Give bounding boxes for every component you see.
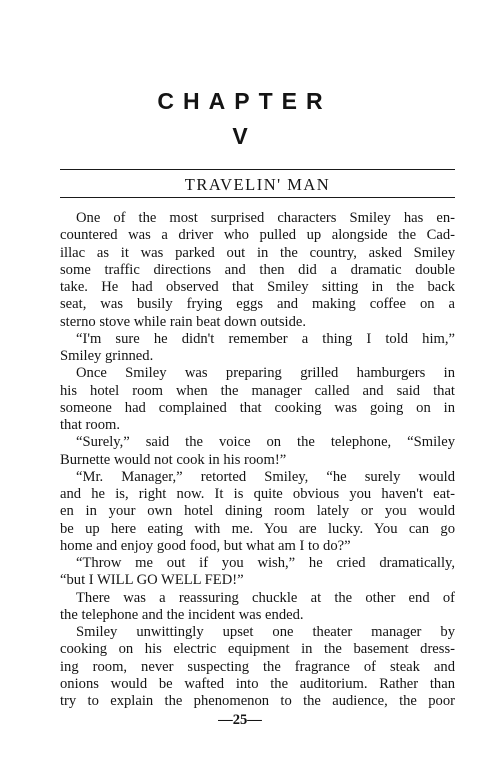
text-line: and he is, right now. It is quite obvious you haven't eat- bbox=[60, 486, 455, 502]
text-line: “I'm sure he didn't remember a thing I told him,” bbox=[76, 330, 455, 347]
text-line: take. He had observed that Smiley sitting in the back bbox=[60, 279, 455, 295]
body-text bbox=[60, 210, 455, 710]
bottom-divider bbox=[60, 197, 455, 198]
text-line: seat, was busily frying eggs and making coffee on a bbox=[60, 296, 455, 313]
text-line: Burnette would not cook in his room!” bbox=[60, 451, 287, 468]
text-line: “Mr. Manager,” retorted Smiley, “he surely would bbox=[76, 468, 455, 485]
chapter-label: CHAPTER bbox=[157, 88, 332, 114]
text-line: “Surely,” said the voice on the telephone, “Smiley bbox=[76, 434, 455, 451]
text-line: There was a reassuring chuckle at the other end of bbox=[76, 589, 455, 606]
text-line: some traffic directions and then did a dramatic double bbox=[60, 261, 455, 278]
text-line: someone had complained that cooking was going on in bbox=[60, 399, 455, 416]
text-line: “but I WILL GO WELL FED!” bbox=[60, 572, 244, 589]
text-line: countered was a driver who pulled up alongside the Cad- bbox=[60, 227, 455, 244]
text-line: that room. bbox=[60, 417, 120, 433]
text-line: cooking on his electric equipment in the basement dress- bbox=[60, 641, 455, 658]
text-line: be up here eating with me. You are lucky. You can go bbox=[60, 520, 455, 537]
text-line: Once Smiley was preparing grilled hamburgers in bbox=[76, 365, 455, 382]
text-line: Smiley grinned. bbox=[60, 348, 154, 364]
chapter-number: V bbox=[232, 123, 248, 149]
text-line: onions would be wafted into the auditorium. Rather than bbox=[60, 675, 455, 692]
text-line: his hotel room when the manager called and said that bbox=[60, 382, 455, 399]
text-line: ing room, never suspecting the fragrance of steak and bbox=[60, 658, 455, 675]
text-line: One of the most surprised characters Smiley has en- bbox=[76, 210, 455, 226]
chapter-title: TRAVELIN' MAN bbox=[184, 175, 331, 194]
text-line: try to explain the phenomenon to the audience, the poor bbox=[60, 693, 455, 709]
text-line: home and enjoy good food, but what am I to do?” bbox=[60, 537, 351, 554]
text-line: the telephone and the incident was ended. bbox=[60, 606, 304, 623]
top-divider bbox=[60, 169, 455, 170]
text-line: illac as it was parked out in the country, asked Smiley bbox=[60, 244, 455, 261]
page-number: —25— bbox=[218, 712, 262, 728]
text-line: sterno stove while rain beat down outside. bbox=[60, 313, 307, 330]
text-line: Smiley unwittingly upset one theater manager by bbox=[76, 624, 455, 640]
text-line: “Throw me out if you wish,” he cried dramatically, bbox=[76, 555, 455, 571]
text-line: en in your own hotel dining room lately or you would bbox=[60, 503, 455, 520]
